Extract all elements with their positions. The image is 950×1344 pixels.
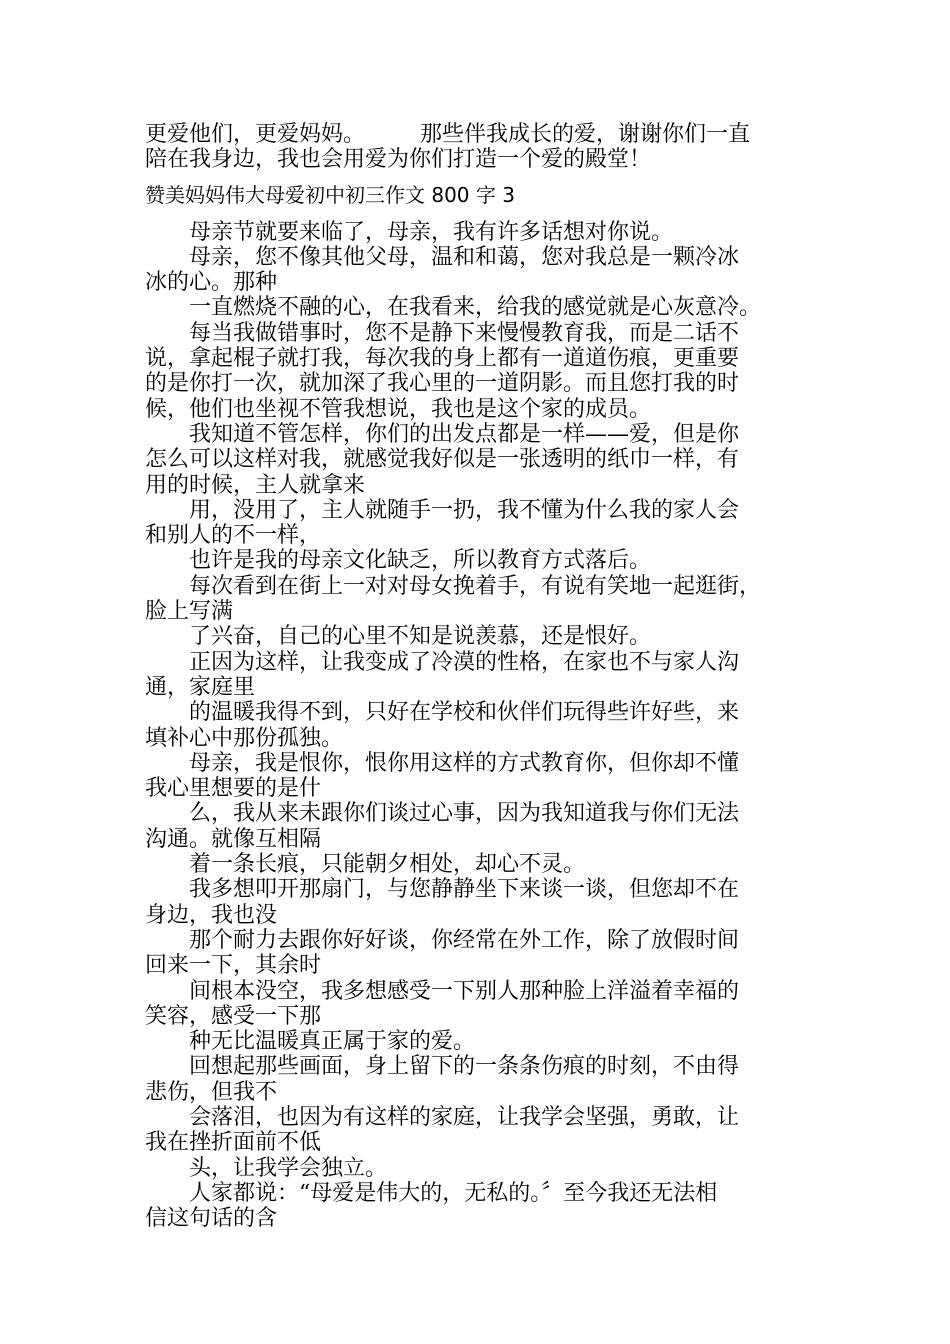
- text-line: 着一条长痕，只能朝夕相处，却心不灵。: [145, 852, 586, 878]
- text-line: 用，没用了，主人就随手一扔，我不懂为什么我的家人会: [145, 497, 740, 523]
- text-line: 候，他们也坐视不管我想说，我也是这个家的成员。: [145, 396, 652, 422]
- text-line: 的温暖我得不到，只好在学校和伙伴们玩得些许好些，来: [145, 700, 740, 726]
- text-line: 母亲节就要来临了，母亲，我有许多话想对你说。: [145, 219, 674, 245]
- text-line: 每次看到在街上一对对母女挽着手，有说有笑地一起逛街，: [145, 573, 762, 599]
- text-line: 回来一下，其余时: [145, 953, 322, 979]
- text-line: 身边，我也没: [145, 902, 278, 928]
- text-line: 正因为这样，让我变成了冷漠的性格，在家也不与家人沟: [145, 649, 740, 675]
- text-line: 脸上写满: [145, 599, 234, 625]
- text-line: 信这句话的含: [145, 1206, 278, 1232]
- text-line: 说，拿起棍子就打我，每次我的身上都有一道道伤痕，更重要: [145, 346, 740, 372]
- text-line: 种无比温暖真正属于家的爱。: [145, 1029, 476, 1055]
- text-line: 陪在我身边，我也会用爱为你们打造一个爱的殿堂！: [145, 147, 652, 173]
- text-line: 怎么可以这样对我，就感觉我好似是一张透明的纸巾一样，有: [145, 447, 740, 473]
- text-line: 头，让我学会独立。: [145, 1155, 388, 1181]
- article-heading: 赞美妈妈伟大母爱初中初三作文 800 字 3: [145, 182, 515, 207]
- text-line: 我在挫折面前不低: [145, 1130, 322, 1156]
- text-line: 间根本没空，我多想感受一下别人那种脸上洋溢着幸福的: [145, 978, 740, 1004]
- text-line: 我心里想要的是什: [145, 776, 322, 802]
- text-line: 母亲，您不像其他父母，温和和蔼，您对我总是一颗冷冰: [145, 244, 740, 270]
- text-line: 么，我从来未跟你们谈过心事，因为我知道我与你们无法: [145, 801, 740, 827]
- text-line: 一直燃烧不融的心，在我看来，给我的感觉就是心灰意冷。: [145, 295, 762, 321]
- article-text: [145, 122, 810, 1231]
- text-line: 更爱他们，更爱妈妈。 那些伴我成长的爱，谢谢你们一直: [145, 122, 751, 147]
- text-line: 我知道不管怎样，你们的出发点都是一样——爱，但是你: [145, 421, 740, 447]
- text-line: 填补心中那份孤独。: [145, 725, 344, 751]
- text-line: 用的时候，主人就拿来: [145, 472, 366, 498]
- text-line: 悲伤，但我不: [145, 1079, 278, 1105]
- text-line: 母亲，我是恨你，恨你用这样的方式教育你，但你却不懂: [145, 750, 740, 776]
- text-line: 也许是我的母亲文化缺乏，所以教育方式落后。: [145, 548, 652, 574]
- text-line: 笑容，感受一下那: [145, 1003, 322, 1029]
- text-line: 通，家庭里: [145, 674, 256, 700]
- text-line: 我多想叩开那扇门，与您静静坐下来谈一谈，但您却不在: [145, 877, 740, 903]
- text-line: 的是你打一次，就加深了我心里的一道阴影。而且您打我的时: [145, 371, 740, 397]
- text-line: 会落泪，也因为有这样的家庭，让我学会坚强，勇敢，让: [145, 1104, 740, 1130]
- text-line: 每当我做错事时，您不是静下来慢慢教育我，而是二话不: [145, 320, 740, 346]
- text-line: 了兴奋，自己的心里不知是说羡慕，还是恨好。: [145, 624, 652, 650]
- text-line: 和别人的不一样，: [145, 523, 322, 549]
- text-line: 那个耐力去跟你好好谈，你经常在外工作，除了放假时间: [145, 927, 740, 953]
- text-line: 冰的心。那种: [145, 270, 278, 296]
- text-line: 回想起那些画面，身上留下的一条条伤痕的时刻，不由得: [145, 1054, 740, 1080]
- text-line: 沟通。就像互相隔: [145, 826, 322, 852]
- text-line: 人家都说：“母爱是伟大的，无私的。〞至今我还无法相: [145, 1180, 718, 1206]
